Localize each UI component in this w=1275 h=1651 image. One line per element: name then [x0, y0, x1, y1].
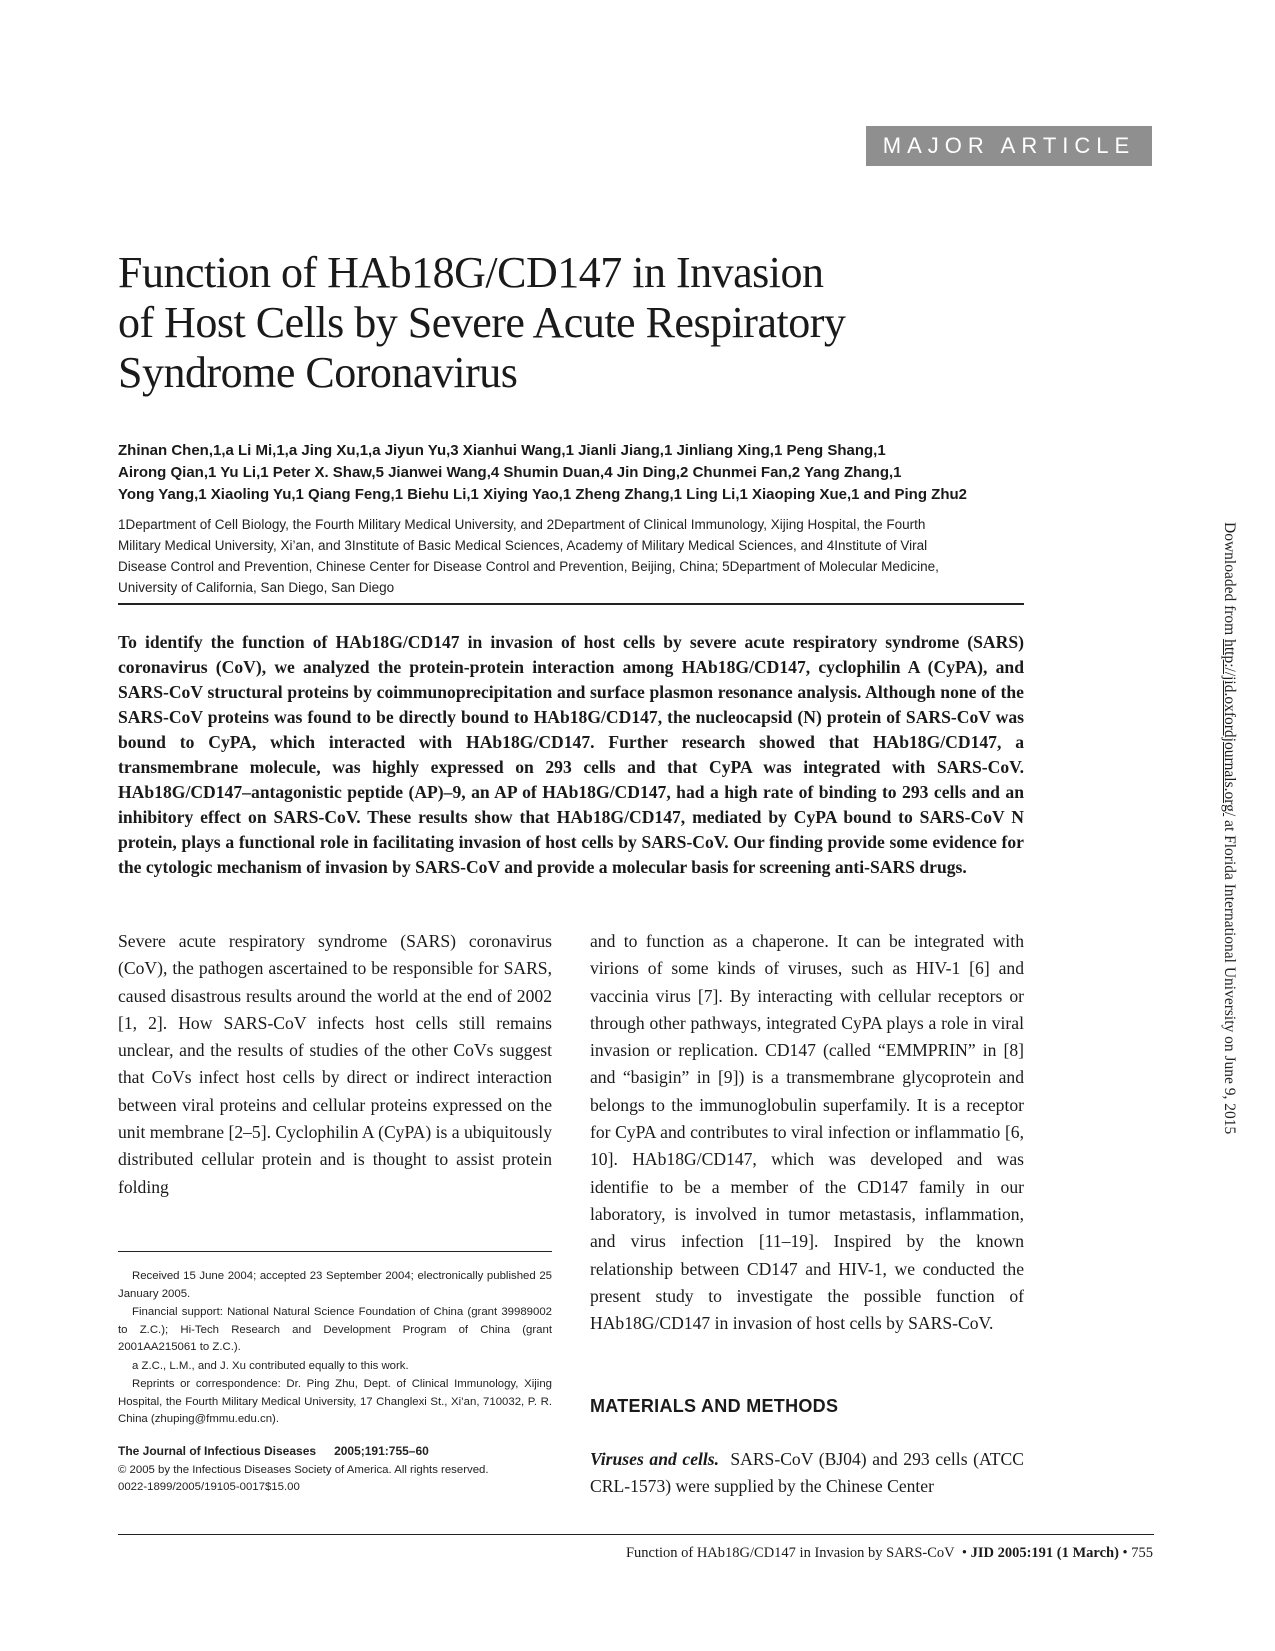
affiliation-line: University of California, San Diego, San Diego	[118, 580, 395, 595]
watermark-prefix: Downloaded from	[1221, 522, 1238, 636]
affiliation-line: 1Department of Cell Biology, the Fourth Military Medical University, and 2Department of Clinical Immunology, Xijing Hospital, the Fourth	[118, 517, 926, 532]
footnote: Reprints or correspondence: Dr. Ping Zhu, Dept. of Clinical Immunology, Xijing Hospital, the Fourth Military Medical University, 17 Changlexi St., Xi’an, 710032, P. R. China (zhuping@fmmu.edu.cn).	[118, 1378, 552, 1425]
issn: 0022-1899/2005/19105-0017$15.00	[118, 1481, 300, 1493]
author-line: Zhinan Chen,1,a Li Mi,1,a Jing Xu,1,a Jiyun Yu,3 Xianhui Wang,1 Jianli Jiang,1 Jinliang Xing,1 Peng Shang,1	[118, 442, 886, 459]
subsection-paragraph	[590, 1446, 1024, 1501]
header-divider	[118, 603, 1024, 605]
journal-name: The Journal of Infectious Diseases	[118, 1444, 317, 1458]
footnote: a Z.C., L.M., and J. Xu contributed equally to this work.	[132, 1359, 409, 1372]
body-text-right-column: and to function as a chaperone. It can be integrated with virions of some kinds of viruses, such as HIV-1 [6] and vaccinia virus [7]. By interacting with cellular receptors or through other pathways, integrated CyPA plays a role in viral invasion or replication. CD147 (called “EMMPRIN” in [8] and “basigin” in [9]) is a transmembrane glycoprotein and belongs to the immunoglobulin superfamily. It is a receptor for CyPA and contributes to viral infection or inflammatio [6, 10]. HAb18G/CD147, which was developed and was identifie to be a member of the CD147 family in our laboratory, is involved in tumor metastasis, inflammation, and virus infection [11–19]. Inspired by the known relationship between CD147 and HIV-1, we conducted the present study to investigate the possible function of HAb18G/CD147 in invasion of host cells by SARS-CoV.	[590, 931, 1024, 1334]
journal-info	[118, 1443, 552, 1497]
journal-citation-line	[118, 1443, 552, 1462]
title-line: Function of HAb18G/CD147 in Invasion	[118, 248, 824, 297]
page-number: 755	[1131, 1545, 1153, 1561]
journal-ref: JID 2005:191 (1 March)	[970, 1545, 1119, 1561]
footnote: Financial support: National Natural Science Foundation of China (grant 39989002 to Z.C.); Hi-Tech Research and Development Program of China (grant 2001AA215061 to Z.C.).	[118, 1306, 552, 1353]
page-footer: Function of HAb18G/CD147 in Invasion by SARS-CoV • JID 2005:191 (1 March) • 755	[625, 1545, 1153, 1561]
subsection-text: SARS-CoV (BJ04) and 293 cells (ATCC CRL-1573) were supplied by the Chinese Center	[590, 1449, 1025, 1497]
affiliations	[118, 514, 1018, 598]
running-title: Function of HAb18G/CD147 in Invasion by SARS-CoV	[625, 1545, 955, 1561]
section-heading: MATERIALS AND METHODS	[590, 1396, 839, 1416]
affiliation-line: Military Medical University, Xi’an, and 3Institute of Basic Medical Sciences, Academy of Military Medical Sciences, and 4Institute of Viral	[118, 538, 928, 553]
footnote: Received 15 June 2004; accepted 23 September 2004; electronically published 25 January 2005.	[118, 1270, 552, 1300]
abstract: To identify the function of HAb18G/CD147 in invasion of host cells by severe acute respiratory syndrome (SARS) coronavirus (CoV), we analyzed the protein-protein interaction among HAb18G/CD147, cyclophilin A (CyPA), and SARS-CoV structural proteins by coimmunoprecipitation and surface plasmon resonance analysis. Although none of the SARS-CoV proteins was found to be directly bound to HAb18G/CD147, the nucleocapsid (N) protein of SARS-CoV was bound to CyPA, which interacted with HAb18G/CD147. Further research showed that HAb18G/CD147, a transmembrane molecule, was highly expressed on 293 cells and that CyPA was integrated with SARS-CoV. HAb18G/CD147–antagonistic peptide (AP)–9, an AP of HAb18G/CD147, had a high rate of binding to 293 cells and an inhibitory effect on SARS-CoV. These results show that HAb18G/CD147, mediated by CyPA bound to SARS-CoV N protein, plays a functional role in facilitating invasion of host cells by SARS-CoV. Our finding provide some evidence for the cytologic mechanism of invasion by SARS-CoV and provide a molecular basis for screening anti-SARS drugs.	[118, 632, 1024, 877]
article-title	[118, 248, 878, 398]
footnote-divider	[118, 1251, 552, 1252]
body-text-left-column: Severe acute respiratory syndrome (SARS) coronavirus (CoV), the pathogen ascertained to be responsible for SARS, caused disastrous results around the world at the end of 2002 [1, 2]. How SARS-CoV infects host cells still remains unclear, and the results of studies of the other CoVs suggest that CoVs infect host cells by direct or indirect interaction between viral proteins and cellular proteins expressed on the unit membrane [2–5]. Cyclophilin A (CyPA) is a ubiquitously distributed cellular protein and is thought to assist protein folding	[118, 931, 552, 1197]
affiliation-line: Disease Control and Prevention, Chinese Center for Disease Control and Prevention, Beijing, China; 5Department of Molecular Medicine,	[118, 559, 939, 574]
author-list	[118, 440, 1018, 506]
journal-url-link[interactable]: http://jid.oxfordjournals.org/	[1221, 639, 1238, 817]
author-line: Yong Yang,1 Xiaoling Yu,1 Qiang Feng,1 Biehu Li,1 Xiying Yao,1 Zheng Zhang,1 Ling Li,1 Xiaoping Xue,1 and Ping Zhu2	[118, 486, 968, 503]
subsection-heading: Viruses and cells.	[590, 1449, 720, 1469]
footnotes	[118, 1268, 552, 1430]
article-type-banner: MAJOR ARTICLE	[866, 126, 1152, 166]
footer-divider	[118, 1534, 1154, 1535]
title-line: Syndrome Coronavirus	[118, 348, 518, 397]
author-line: Airong Qian,1 Yu Li,1 Peter X. Shaw,5 Jianwei Wang,4 Shumin Duan,4 Jin Ding,2 Chunmei Fan,2 Yang Zhang,1	[118, 464, 902, 481]
watermark-suffix: at Florida International University on June 9, 2015	[1221, 820, 1238, 1135]
title-line: of Host Cells by Severe Acute Respiratory	[118, 298, 846, 347]
download-watermark	[1220, 522, 1238, 1134]
journal-citation: 2005;191:755–60	[334, 1444, 429, 1458]
copyright: © 2005 by the Infectious Diseases Society of America. All rights reserved.	[118, 1463, 489, 1476]
